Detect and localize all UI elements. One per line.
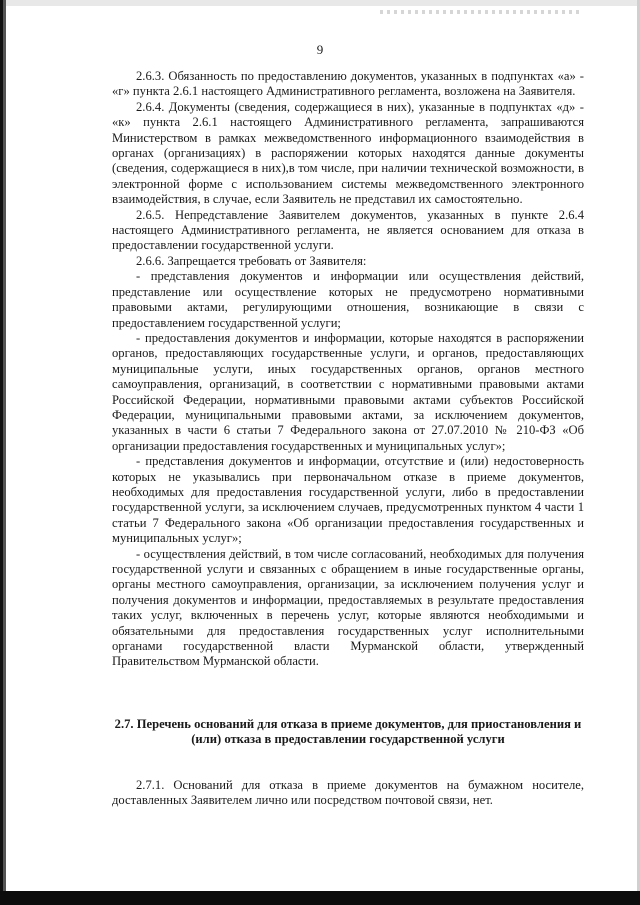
document-body — [112, 69, 584, 808]
list-item: - осуществления действий, в том числе согласований, необходимых для получения государственной услуги и связанных с обращением в иные государственные органы, органы местного самоуправления, организации, за исключением получения услуг и получения документов и информации, предоставляемых в результате предоставления таких услуг, включенных в перечень услуг, которые являются необходимыми и обязательными для предоставления государственных услуг исполнительными органами государственной власти Мурманской области, утвержденный Правительством Мурманской области. — [112, 546, 584, 669]
page-number: 9 — [316, 42, 324, 57]
scan-bottom-edge — [0, 891, 640, 905]
paragraph-2-6-5: 2.6.5. Непредставление Заявителем документов, указанных в пункте 2.6.4 настоящего Административного регламента, не является основанием для отказа в предоставлении государственной услуги. — [112, 207, 584, 253]
list-item: - представления документов и информации, отсутствие и (или) недостоверность которых не указывались при первоначальном отказе в приеме документов, необходимых для предоставления государственной услуги, либо в предоставлении государственной услуги, за исключением случаев, предусмотренных пунктом 4 части 1 статьи 7 Федерального закона «Об организации предоставления государственных и муниципальных услуг»; — [112, 454, 584, 546]
paragraph-2-6-4: 2.6.4. Документы (сведения, содержащиеся в них), указанные в подпунктах «д» - «к» пункта 2.6.1 настоящего Административного регламента, запрашиваются Министерством в рамках межведомственного информационного взаимодействия в органах (организациях) в распоряжении которых находятся данные документы (сведения, содержащиеся в них),в том числе, при наличии технической возможности, в электронной форме с использованием системы межведомственного электронного взаимодействия, в случае, если Заявитель не представил их самостоятельно. — [112, 99, 584, 207]
scan-top-edge — [0, 0, 640, 6]
list-item: - представления документов и информации или осуществления действий, представление или осуществление которых не предусмотрено нормативными правовыми актами, регулирующими отношения, возникающие в связи с предоставлением государственной услуги; — [112, 269, 584, 330]
paragraph-2-6-6: 2.6.6. Запрещается требовать от Заявителя: — [136, 253, 367, 268]
list-item: - предоставления документов и информации, которые находятся в распоряжении органов, предоставляющих государственные услуги, и органов, предоставляющих муниципальные услуги, иных государственных органов, органов местного самоуправления, организаций, в соответствии с нормативными правовыми актами Российской Федерации, нормативными правовыми актами субъектов Российской Федерации, муниципальными правовыми актами, за исключением документов, указанных в части 6 статьи 7 Федерального закона от 27.07.2010 № 210-ФЗ «Об организации предоставления государственных и муниципальных услуг»; — [112, 330, 584, 453]
paragraph-2-6-3: 2.6.3. Обязанность по предоставлению документов, указанных в подпунктах «а» - «г» пункта 2.6.1 настоящего Административного регламента, возложена на Заявителя. — [112, 69, 584, 99]
scan-left-edge — [0, 0, 6, 905]
section-heading-2-7: 2.7. Перечень оснований для отказа в приеме документов, для приостановления и (или) отказа в предоставлении государственной услуги — [114, 716, 582, 747]
paragraph-2-7-1: 2.7.1. Оснований для отказа в приеме документов на бумажном носителе, доставленных Заявителем лично или посредством почтовой связи, нет. — [112, 777, 584, 808]
